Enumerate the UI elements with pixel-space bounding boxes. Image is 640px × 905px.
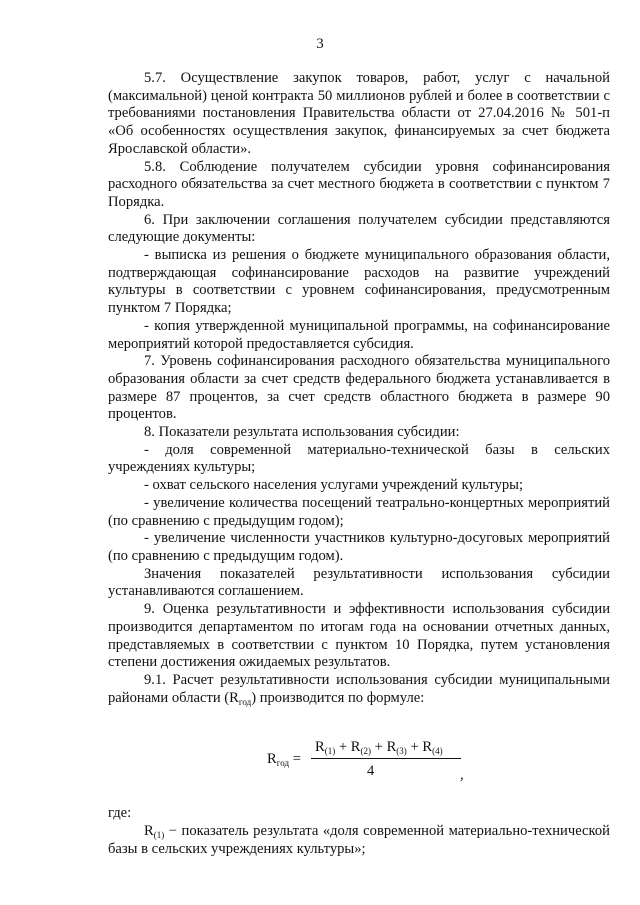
document-body bbox=[108, 70, 610, 858]
formula-term-3-sub: (3) bbox=[396, 746, 407, 757]
list-item-budget-extract: - выписка из решения о бюджете муниципального образования области, подтверждающая софинансирование расходов на развитие учреждений культуры в соответствии с уровнем софинансирования, предусмотренным пунктом 7 Порядка; bbox=[108, 247, 610, 317]
definition-r1 bbox=[108, 823, 610, 858]
paragraph-9-1-text-a: 9.1. Расчет результативности использования субсидии муниципальными районами области (R bbox=[108, 671, 610, 706]
paragraph-7: 7. Уровень софинансирования расходного обязательства муниципального образования области за счет средств федерального бюджета устанавливается в размере 87 процентов, за счет средств областного бюджета в размере 90 процентов. bbox=[108, 353, 610, 423]
formula-term-1-sub: (1) bbox=[324, 746, 336, 757]
formula-plus-1: + bbox=[338, 739, 348, 756]
list-item-material-base: - доля современной материально-технической базы в сельских учреждениях культуры; bbox=[108, 441, 610, 476]
formula-term-4-base: R bbox=[422, 739, 433, 756]
paragraph-9: 9. Оценка результативности и эффективности использования субсидии производится департаментом по итогам года на основании отчетных данных, представляемых в соответствии с пунктом 10 Порядка, путем установления степени достижения ожидаемых результатов. bbox=[108, 601, 610, 671]
formula-comma: , bbox=[460, 767, 464, 784]
definition-r1-base: R bbox=[144, 823, 154, 840]
paragraph-6: 6. При заключении соглашения получателем субсидии представляются следующие документы: bbox=[108, 211, 610, 246]
paragraph-5-7: 5.7. Осуществление закупок товаров, работ, услуг с начальной (максимальной) ценой контракта 50 миллионов рублей и более в соответствии с требованиями постановления Правительства области от 27.04.2016 № 501-п «Об особенностях осуществления закупок, финансируемых за счет бюджета Ярославской области». bbox=[108, 70, 610, 157]
page-number: 3 bbox=[316, 36, 324, 52]
formula-term-1-base: R bbox=[315, 739, 325, 756]
paragraph-5-8: 5.8. Соблюдение получателем субсидии уровня софинансирования расходного обязательства за счет местного бюджета в соответствии с пунктом 7 Порядка. bbox=[108, 158, 610, 210]
formula-r-year bbox=[108, 709, 610, 805]
formula-lhs-base: R bbox=[267, 751, 277, 768]
where-label: где: bbox=[108, 805, 132, 822]
paragraph-9-1 bbox=[108, 672, 610, 707]
list-item-population-coverage: - охват сельского населения услугами учреждений культуры; bbox=[144, 477, 524, 494]
paragraph-9-1-text-b: ) производится по формуле: bbox=[251, 689, 425, 706]
formula-term-4-sub: (4) bbox=[432, 746, 443, 757]
formula-denominator: 4 bbox=[367, 763, 375, 780]
definition-r1-text: − показатель результата «доля современной материально-технической базы в сельских учреждениях культуры»; bbox=[108, 823, 610, 857]
formula-plus-2: + bbox=[374, 739, 383, 756]
list-item-visits-increase: - увеличение количества посещений театрально-концертных мероприятий (по сравнению с предыдущим годом); bbox=[108, 494, 610, 529]
formula-numerator bbox=[315, 739, 443, 757]
formula-equals: = bbox=[292, 751, 301, 768]
definition-r1-sub: (1) bbox=[153, 830, 165, 841]
formula-lhs-sub: год bbox=[276, 758, 290, 769]
formula-lhs bbox=[267, 751, 301, 769]
list-item-participants-increase: - увеличение численности участников культурно-досуговых мероприятий (по сравнению с предыдущим годом). bbox=[108, 530, 610, 564]
paragraph-8: 8. Показатели результата использования субсидии: bbox=[144, 424, 460, 441]
formula-plus-3: + bbox=[410, 739, 419, 756]
fraction-bar bbox=[311, 758, 461, 759]
paragraph-indicator-values: Значения показателей результативности использования субсидии устанавливаются соглашением. bbox=[108, 565, 610, 600]
list-item-program-copy: - копия утвержденной муниципальной программы, на софинансирование мероприятий которой предоставляется субсидия. bbox=[108, 317, 610, 352]
formula-term-2-base: R bbox=[350, 739, 361, 756]
r-year-subscript: год bbox=[238, 696, 252, 707]
formula-term-2-sub: (2) bbox=[360, 746, 372, 757]
formula-term-3-base: R bbox=[386, 739, 397, 756]
